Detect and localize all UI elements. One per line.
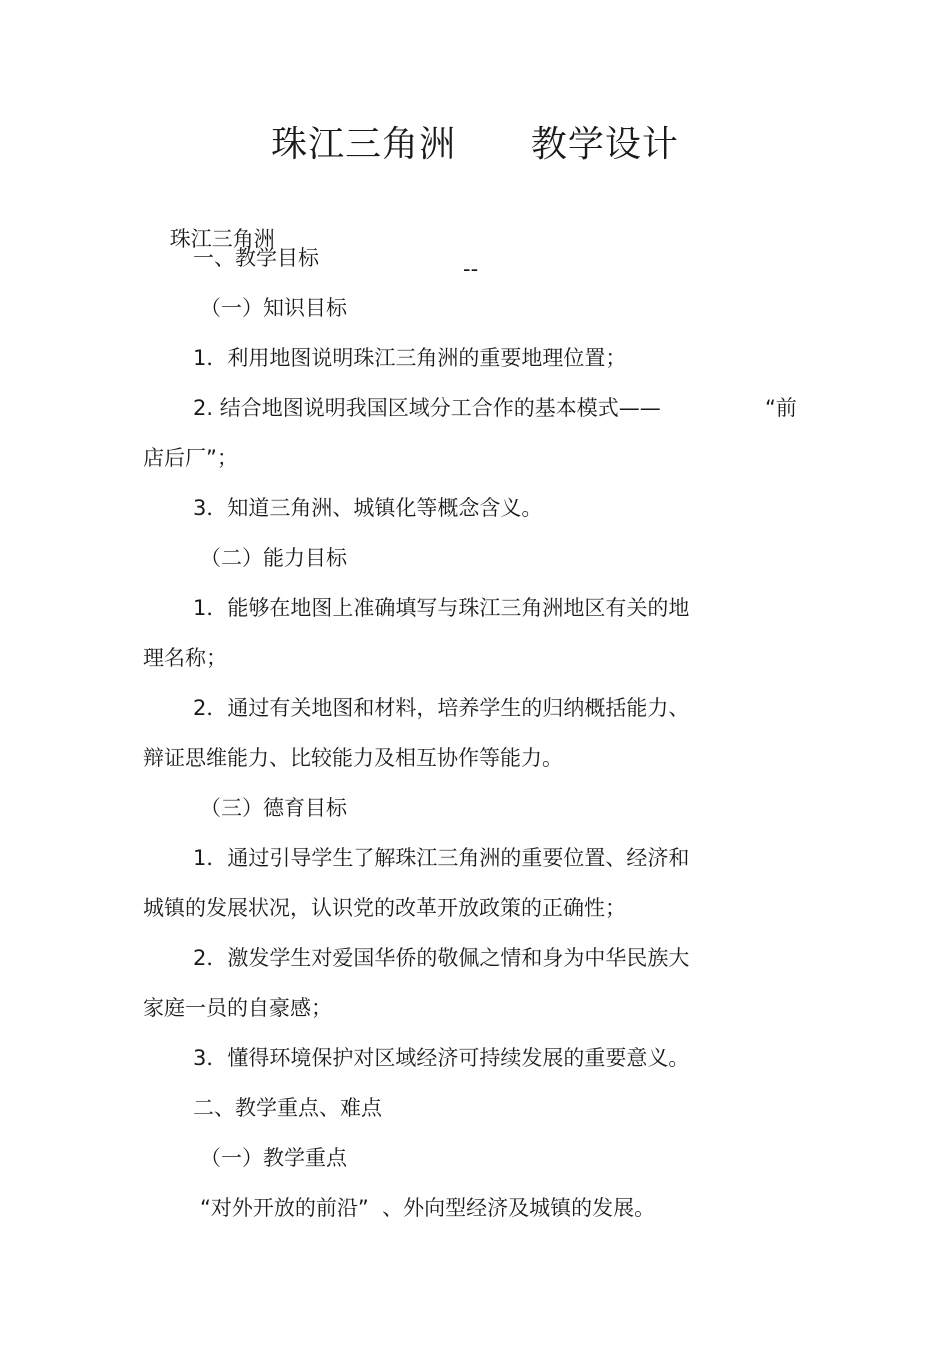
- paragraph-line: 1．能够在地图上准确填写与珠江三角洲地区有关的地: [193, 596, 690, 620]
- paragraph-line: 家庭一员的自豪感；: [143, 996, 332, 1020]
- paragraph-line: 3．知道三角洲、城镇化等概念含义。: [193, 496, 543, 520]
- subsection-heading-moral: （三）德育目标: [200, 796, 347, 820]
- paragraph-line: 3．懂得环境保护对区域经济可持续发展的重要意义。: [193, 1046, 690, 1070]
- paragraph-line: 2．通过有关地图和材料，培养学生的归纳概括能力、: [193, 696, 690, 720]
- subtitle-dash: --: [463, 257, 479, 281]
- paragraph-line: 1．利用地图说明珠江三角洲的重要地理位置；: [193, 346, 627, 370]
- subsection-heading-knowledge: （一）知识目标: [200, 296, 347, 320]
- paragraph-line: 辩证思维能力、比较能力及相互协作等能力。: [143, 746, 563, 770]
- section-heading-2: 二、教学重点、难点: [193, 1096, 382, 1120]
- subsection-heading-key-points: （一）教学重点: [200, 1146, 347, 1170]
- subsection-heading-ability: （二）能力目标: [200, 546, 347, 570]
- paragraph-line: 2. 结合地图说明我国区域分工合作的基本模式——: [193, 396, 661, 420]
- paragraph-line: 店后厂”；: [143, 446, 238, 470]
- paragraph-line: “对外开放的前沿” 、外向型经济及城镇的发展。: [200, 1196, 656, 1220]
- document-title: 珠江三角洲 教学设计: [271, 124, 679, 165]
- paragraph-line-tail: “前: [765, 396, 797, 420]
- paragraph-line: 2．激发学生对爱国华侨的敬佩之情和身为中华民族大: [193, 946, 690, 970]
- subtitle-text: 珠江三角洲: [169, 227, 275, 251]
- section-heading-1: 一、教学目标: [193, 246, 319, 270]
- paragraph-line: 城镇的发展状况，认识党的改革开放政策的正确性；: [143, 896, 626, 920]
- paragraph-line: 1．通过引导学生了解珠江三角洲的重要位置、经济和: [193, 846, 690, 870]
- paragraph-line: 理名称；: [143, 646, 227, 670]
